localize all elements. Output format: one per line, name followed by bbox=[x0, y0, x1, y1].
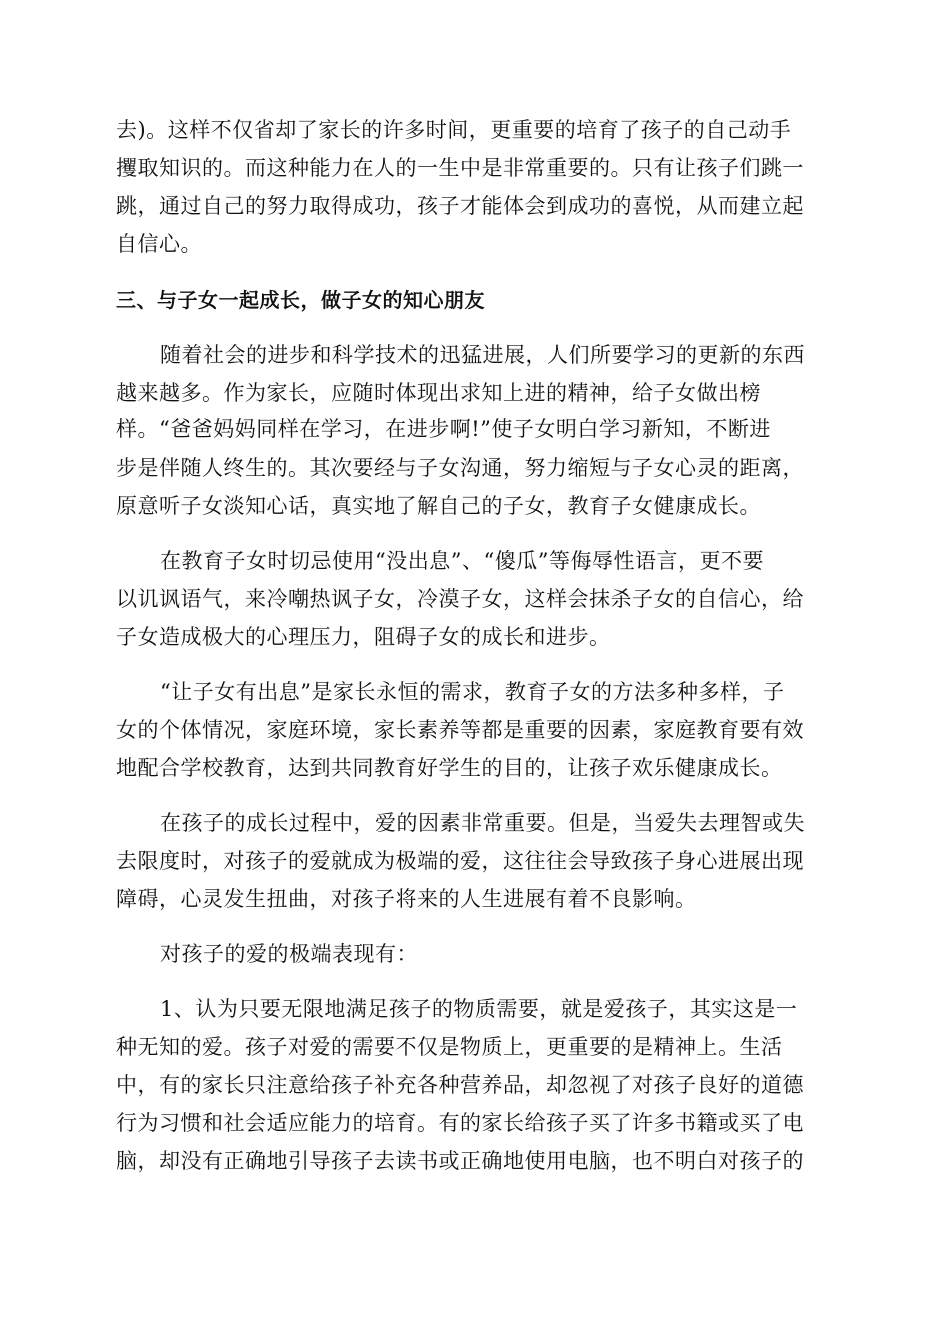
paragraph-line: 1、认为只要无限地满足孩子的物质需要，就是爱孩子，其实这是一 bbox=[160, 997, 798, 1021]
paragraph-line: 地配合学校教育，达到共同教育好学生的目的，让孩子欢乐健康成长。 bbox=[116, 756, 783, 780]
paragraph-line: 行为习惯和社会适应能力的培育。有的家长给孩子买了许多书籍或买了电 bbox=[116, 1111, 804, 1135]
paragraph-line: 在孩子的成长过程中，爱的因素非常重要。但是，当爱失去理智或失 bbox=[160, 811, 805, 835]
paragraph-line: 去)。这样不仅省却了家长的许多时间，更重要的培育了孩子的自己动手 bbox=[116, 118, 792, 142]
paragraph-line: 对孩子的爱的极端表现有： bbox=[160, 942, 418, 966]
paragraph-line: 障碍，心灵发生扭曲，对孩子将来的人生进展有着不良影响。 bbox=[116, 887, 697, 911]
paragraph-line: 随着社会的进步和科学技术的迅猛进展，人们所要学习的更新的东西 bbox=[160, 343, 805, 367]
paragraph-line: 在教育子女时切忌使用“没出息”、“傻瓜”等侮辱性语言，更不要 bbox=[160, 549, 764, 573]
paragraph-line: 子女造成极大的心理压力，阻碍子女的成长和进步。 bbox=[116, 625, 611, 649]
paragraph-line: 脑，却没有正确地引导孩子去读书或正确地使用电脑，也不明白对孩子的 bbox=[116, 1149, 804, 1173]
paragraph-line: 自信心。 bbox=[116, 232, 202, 256]
section-heading: 三、与子女一起成长，做子女的知心朋友 bbox=[116, 288, 485, 312]
paragraph-line: 原意听子女淡知心话，真实地了解自己的子女，教育子女健康成长。 bbox=[116, 494, 761, 518]
paragraph-line: 步是伴随人终生的。其次要经与子女沟通，努力缩短与子女心灵的距离， bbox=[116, 456, 804, 480]
paragraph-line: 越来越多。作为家长，应随时体现出求知上进的精神，给子女做出榜 bbox=[116, 381, 761, 405]
paragraph-line: “让子女有出息”是家长永恒的需求，教育子女的方法多种多样，子 bbox=[160, 680, 785, 704]
paragraph-line: 以讥讽语气，来冷嘲热讽子女，冷漠子女，这样会抹杀子女的自信心，给 bbox=[116, 587, 804, 611]
paragraph-line: 跳，通过自己的努力取得成功，孩子才能体会到成功的喜悦，从而建立起 bbox=[116, 194, 804, 218]
paragraph-line: 去限度时，对孩子的爱就成为极端的爱，这往往会导致孩子身心进展出现 bbox=[116, 849, 804, 873]
paragraph-line: 样。“爸爸妈妈同样在学习，在进步啊!”使子女明白学习新知，不断进 bbox=[116, 417, 771, 441]
paragraph-line: 女的个体情况，家庭环境，家长素养等都是重要的因素，家庭教育要有效 bbox=[116, 718, 804, 742]
paragraph-line: 攫取知识的。而这种能力在人的一生中是非常重要的。只有让孩子们跳一 bbox=[116, 156, 804, 180]
paragraph-line: 种无知的爱。孩子对爱的需要不仅是物质上，更重要的是精神上。生活 bbox=[116, 1035, 783, 1059]
paragraph-line: 中，有的家长只注意给孩子补充各种营养品，却忽视了对孩子良好的道德 bbox=[116, 1073, 804, 1097]
